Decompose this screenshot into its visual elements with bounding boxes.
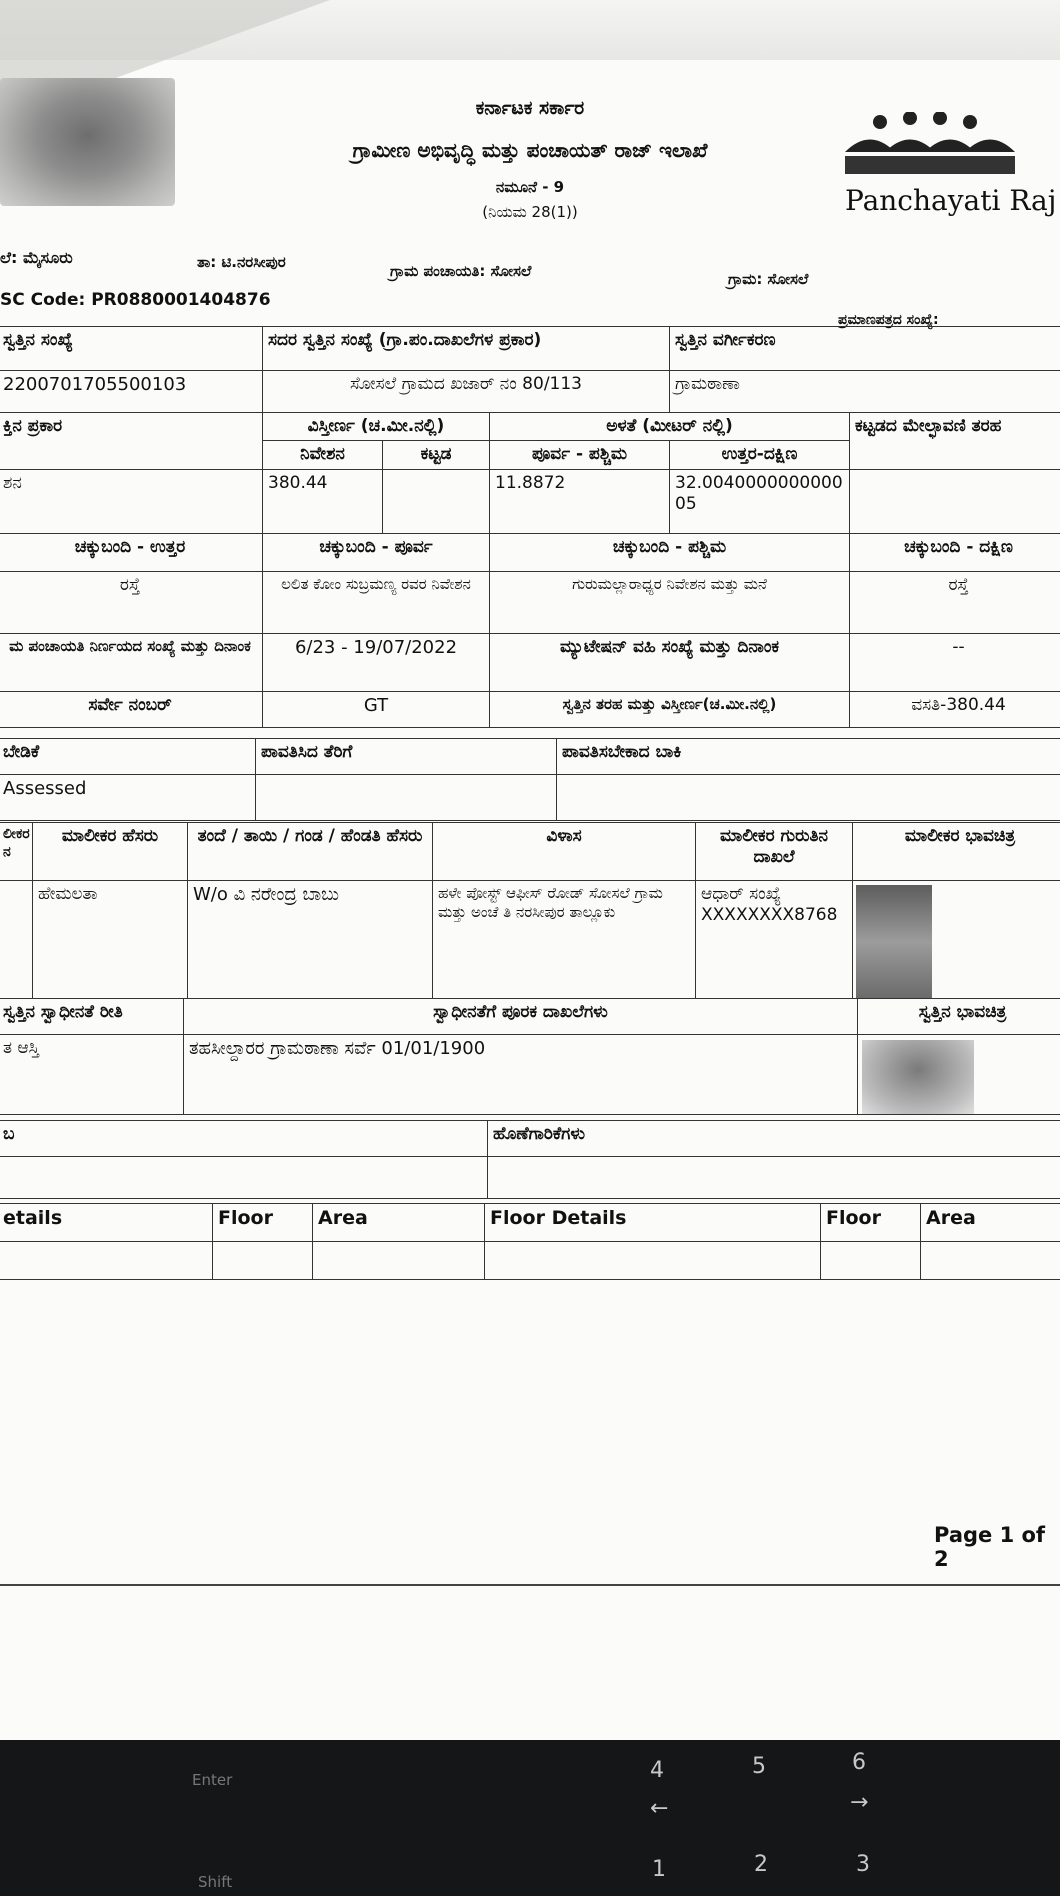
balance-label: ಪಾವತಿಸಬೇಕಾದ ಬಾಕಿ	[557, 739, 1060, 775]
floor-header-2: Floor	[821, 1204, 921, 1242]
taluk: ತಾ: ಟಿ.ನರಸೀಪುರ	[197, 253, 286, 271]
govt-title: ಕರ್ನಾಟಕ ಸರ್ಕಾರ	[475, 97, 585, 119]
key-5: 5	[752, 1754, 766, 1779]
floor-cell	[485, 1242, 821, 1280]
key-shift: Shift	[198, 1873, 233, 1891]
site-label: ನಿವೇಶನ	[263, 441, 383, 469]
property-id: 2200701705500103	[0, 371, 263, 413]
key-2: 2	[754, 1852, 768, 1877]
building-area	[383, 469, 490, 533]
floor-cell	[821, 1242, 921, 1280]
tax-table	[0, 738, 1060, 821]
property-id-label: ಸ್ವತ್ತಿನ ಸಂಖ್ಯೆ	[0, 327, 263, 371]
balance-value	[557, 775, 1060, 821]
demand-label: ಬೇಡಿಕೆ	[0, 739, 256, 775]
classification: ಗ್ರಾಮಠಾಣಾ	[670, 371, 1060, 413]
liabilities-table	[0, 1120, 1060, 1199]
west-boundary-label: ಚಕ್ಕುಬಂದಿ - ಪಶ್ಚಿಮ	[490, 533, 850, 571]
parent-name: W/o ವಿ ನರೇಂದ್ರ ಬಾಬು	[188, 881, 433, 999]
demand-value: Assessed	[0, 775, 256, 821]
left-arrow-icon: ←	[650, 1796, 669, 1821]
sc-code: SC Code: PR0880001404876	[0, 290, 271, 310]
property-table	[0, 326, 1060, 728]
south-boundary-label: ಚಕ್ಕುಬಂದಿ - ದಕ್ಷಿಣ	[850, 533, 1060, 571]
key-6: 6	[852, 1750, 866, 1775]
north-south-label: ಉತ್ತರ-ದಕ್ಷಿಣ	[670, 441, 850, 469]
roof-type-label: ಕಟ್ಟಡದ ಮೇಲ್ಛಾವಣಿ ತರಹ	[850, 413, 1060, 470]
owner-no-label: ಲೀಕರ ನ	[0, 823, 33, 881]
owner-name-label: ಮಾಲೀಕರ ಹೆಸರು	[33, 823, 188, 881]
certificate-number-label: ಪ್ರಮಾಣಪತ್ರದ ಸಂಖ್ಯೆ:	[838, 312, 939, 328]
property-type-label: ಕ್ತಿನ ಪ್ರಕಾರ	[0, 413, 263, 470]
area-header-2: Area	[921, 1204, 1060, 1242]
east-boundary-label: ಚಕ್ಕುಬಂದಿ - ಪೂರ್ವ	[263, 533, 490, 571]
paid-label: ಪಾವತಿಸಿದ ತೆರಿಗೆ	[256, 739, 557, 775]
district: ಲೆ: ಮೈಸೂರು	[0, 248, 73, 267]
liabilities-left-label: ಬ	[0, 1121, 488, 1157]
floor-cell	[213, 1242, 313, 1280]
south-boundary: ರಸ್ತೆ	[850, 571, 1060, 633]
right-arrow-icon: →	[850, 1790, 869, 1815]
address-label: ವಿಳಾಸ	[433, 823, 696, 881]
possession-method-label: ಸ್ವತ್ತಿನ ಸ್ವಾಧೀನತೆ ರೀತಿ	[0, 999, 184, 1035]
east-boundary: ಲಲಿತ ಕೋಂ ಸುಬ್ರಮಣ್ಯ ರವರ ನಿವೇಶನ	[263, 571, 490, 633]
roof-type	[850, 469, 1060, 533]
north-south-value: 32.004000000000005	[670, 469, 850, 533]
property-photo	[862, 1040, 974, 1114]
floor-cell	[0, 1242, 213, 1280]
site-area: 380.44	[263, 469, 383, 533]
panchayati-raj-text: Panchayati Raj	[845, 184, 1057, 217]
liabilities-label: ಹೊಣೆಗಾರಿಕೆಗಳು	[488, 1121, 1060, 1157]
paid-value	[256, 775, 557, 821]
property-photo-label: ಸ್ವತ್ತಿನ ಭಾವಚಿತ್ರ	[858, 999, 1060, 1035]
building-label: ಕಟ್ಟಡ	[383, 441, 490, 469]
classification-label: ಸ್ವತ್ತಿನ ವರ್ಗೀಕರಣ	[670, 327, 1060, 371]
owner-photo	[856, 885, 932, 999]
gram-panchayat: ಗ್ರಾಮ ಪಂಚಾಯತಿ: ಸೋಸಲೆ	[390, 262, 532, 280]
mutation-value: --	[850, 633, 1060, 691]
owner-id-number: XXXXXXXX8768	[701, 905, 838, 926]
west-boundary: ಗುರುಮಲ್ಲಾರಾಧ್ಯರ ನಿವೇಶನ ಮತ್ತು ಮನೆ	[490, 571, 850, 633]
key-3: 3	[856, 1852, 870, 1877]
mutation-label: ಮ್ಯುಟೇಷನ್ ವಹಿ ಸಂಖ್ಯೆ ಮತ್ತು ದಿನಾಂಕ	[490, 633, 850, 691]
possession-method: ತ ಆಸ್ತಿ	[0, 1035, 184, 1115]
liabilities-left	[0, 1157, 488, 1199]
owner-photo-label: ಮಾಲೀಕರ ಭಾವಚಿತ್ರ	[853, 823, 1060, 881]
resolution-label: ಮ ಪಂಚಾಯತಿ ನಿರ್ಣಯದ ಸಂಖ್ಯೆ ಮತ್ತು ದಿನಾಂಕ	[0, 633, 263, 691]
north-boundary: ರಸ್ತೆ	[0, 571, 263, 633]
east-west-value: 11.8872	[490, 469, 670, 533]
owner-no	[0, 881, 33, 999]
property-area-value: ವಸತಿ-380.44	[850, 691, 1060, 727]
floor-header: Floor	[213, 1204, 313, 1242]
liabilities-value	[488, 1157, 1060, 1199]
survey-label: ಸರ್ವೇ ನಂಬರ್	[0, 691, 263, 727]
floor-details-header: etails	[0, 1204, 213, 1242]
floor-table	[0, 1203, 1060, 1280]
rule-number: (ನಿಯಮ 28(1))	[482, 203, 578, 221]
resolution-value: 6/23 - 19/07/2022	[263, 633, 490, 691]
possession-docs-label: ಸ್ವಾಧೀನತೆಗೆ ಪೂರಕ ದಾಖಲೆಗಳು	[184, 999, 858, 1035]
owner-name: ಹೇಮಲತಾ	[33, 881, 188, 999]
area-label: ವಿಸ್ತೀರ್ಣ (ಚ.ಮೀ.ನಲ್ಲಿ)	[263, 413, 490, 441]
old-number-label: ಸದರ ಸ್ವತ್ತಿನ ಸಂಖ್ಯೆ (ಗ್ರಾ.ಪಂ.ದಾಖಲೆಗಳ ಪ್ರಕಾರ)	[263, 327, 670, 371]
owner-address: ಹಳೇ ಪೋಸ್ಟ್ ಆಫೀಸ್ ರೋಡ್ ಸೋಸಲೆ ಗ್ರಾಮ ಮತ್ತು ಅಂಚೆ ತಿ ನರಸೀಪುರ ತಾಲ್ಲೂಕು	[433, 881, 696, 999]
panchayati-raj-logo-icon	[840, 112, 1020, 182]
possession-docs: ತಹಸೀಲ್ದಾರರ ಗ್ರಾಮಠಾಣಾ ಸರ್ವೆ 01/01/1900	[184, 1035, 858, 1115]
old-number: ಸೋಸಲೆ ಗ್ರಾಮದ ಖಜಾರ್ ನಂ 80/113	[263, 371, 670, 413]
village: ಗ್ರಾಮ: ಸೋಸಲೆ	[728, 270, 809, 288]
page-number: Page 1 of 2	[934, 1523, 1046, 1571]
survey-value: GT	[263, 691, 490, 727]
parent-name-label: ತಂದೆ / ತಾಯಿ / ಗಂಡ / ಹೆಂಡತಿ ಹೆಸರು	[188, 823, 433, 881]
key-enter: Enter	[192, 1771, 233, 1789]
floor-cell	[313, 1242, 485, 1280]
property-area-label: ಸ್ವತ್ತಿನ ತರಹ ಮತ್ತು ವಿಸ್ತೀರ್ಣ(ಚ.ಮೀ.ನಲ್ಲಿ)	[490, 691, 850, 727]
area-header: Area	[313, 1204, 485, 1242]
east-west-label: ಪೂರ್ವ - ಪಶ್ಚಿಮ	[490, 441, 670, 469]
form-number: ನಮೂನೆ - 9	[495, 178, 565, 196]
owner-id-label: ಮಾಲೀಕರ ಗುರುತಿನ ದಾಖಲೆ	[696, 823, 853, 881]
key-4: 4	[650, 1758, 664, 1783]
floor-details-header-2: Floor Details	[485, 1204, 821, 1242]
property-type: ಶನ	[0, 469, 263, 533]
floor-cell	[921, 1242, 1060, 1280]
dimension-label: ಅಳತೆ (ಮೀಟರ್ ನಲ್ಲಿ)	[490, 413, 850, 441]
owner-id-type: ಆಧಾರ್ ಸಂಖ್ಯೆ	[701, 884, 782, 904]
key-1: 1	[652, 1857, 666, 1882]
dept-title: ಗ್ರಾಮೀಣ ಅಭಿವೃದ್ಧಿ ಮತ್ತು ಪಂಚಾಯತ್ ರಾಜ್ ಇಲಾಖೆ	[352, 138, 708, 162]
north-boundary-label: ಚಕ್ಕುಬಂದಿ - ಉತ್ತರ	[0, 533, 263, 571]
keyboard-background	[0, 1740, 1060, 1896]
footer-divider	[0, 1584, 1060, 1586]
